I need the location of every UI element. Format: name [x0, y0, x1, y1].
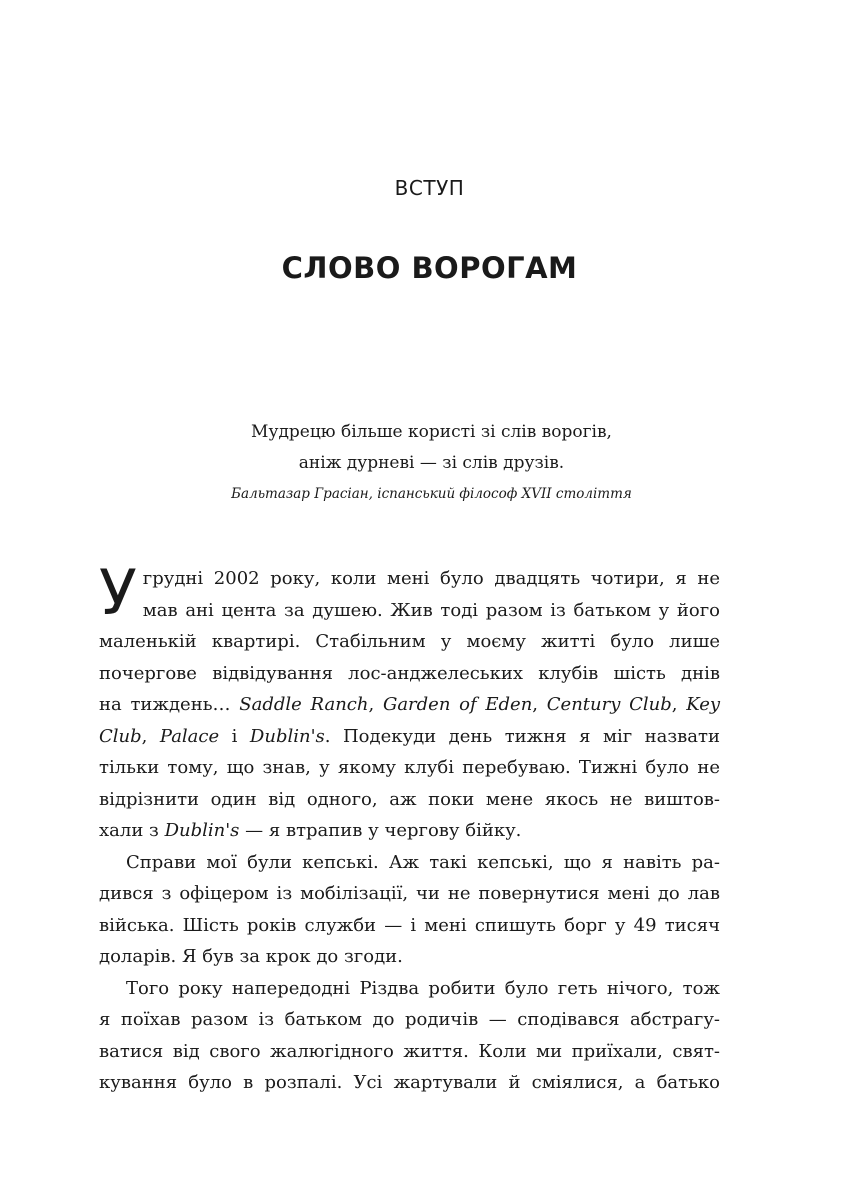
- text-line: війська. Шість років служби — і мені спишуть борг у 49 тисяч: [99, 914, 720, 936]
- text-line: хали з Dublin's — я втрапив у чергову бійку.: [99, 820, 522, 841]
- epigraph-line: Мудрецю більше користі зі слів ворогів,: [251, 422, 612, 442]
- chapter-title: СЛОВО ВОРОГАМ: [281, 251, 578, 285]
- epigraph: [180, 417, 683, 509]
- text-line: ватися від свого жалюгідного життя. Коли ми приїхали, свят-: [99, 1040, 720, 1062]
- drop-cap: У: [99, 556, 137, 629]
- club-name: Key: [686, 694, 721, 715]
- club-name: Club: [99, 725, 142, 747]
- chapter-label: ВСТУП: [394, 176, 465, 200]
- text-line: відрізнити один від одного, аж поки мене якось не виштов-: [99, 788, 720, 810]
- club-name: Saddle Ranch: [239, 694, 369, 715]
- paragraph: [99, 556, 721, 847]
- text-line: Справи мої були кепські. Аж такі кепські, що я навіть ра-: [126, 851, 720, 873]
- text-line: тільки тому, що знав, у якому клубі перебуваю. Тижні було не: [99, 757, 720, 778]
- text-line: доларів. Я був за крок до згоди.: [99, 946, 403, 967]
- club-name: Century Club: [546, 694, 672, 715]
- club-name: Palace: [159, 725, 220, 747]
- club-name: Dublin's: [249, 725, 325, 747]
- text-line: почергове відвідування лос-анджелеських клубів шість днів: [99, 662, 720, 684]
- epigraph-line: аніж дурневі — зі слів друзів.: [298, 453, 565, 473]
- text-line: Club, Palace і Dublin's. Подекуди день тижня я міг назвати: [99, 725, 720, 747]
- paragraph: [99, 973, 720, 1099]
- text-line: я поїхав разом із батьком до родичів — сподівався абстрагу-: [99, 1009, 720, 1030]
- text-line: на тиждень… Saddle Ranch, Garden of Eden, Century Club, Key: [99, 694, 721, 715]
- paragraph: [99, 847, 720, 973]
- text-line: мав ані цента за душею. Жив тоді разом із батьком у його: [142, 599, 720, 621]
- text-line: дився з офіцером із мобілізації, чи не повернутися мені до лав: [99, 883, 720, 904]
- text-line: кування було в розпалі. Усі жартували й сміялися, а батько: [99, 1072, 720, 1093]
- body-text: [99, 556, 721, 1099]
- epigraph-attribution: Бальтазар Грасіан, іспанський філософ XVII століття: [231, 486, 632, 502]
- text-line: Того року напередодні Різдва робити було геть нічого, тож: [126, 977, 720, 999]
- club-name: Dublin's: [164, 820, 240, 841]
- text-line: грудні 2002 року, коли мені було двадцять чотири, я не: [142, 568, 720, 589]
- club-name: Garden of Eden: [382, 694, 533, 715]
- text-line: маленькій квартирі. Стабільним у моєму житті було лише: [99, 631, 720, 652]
